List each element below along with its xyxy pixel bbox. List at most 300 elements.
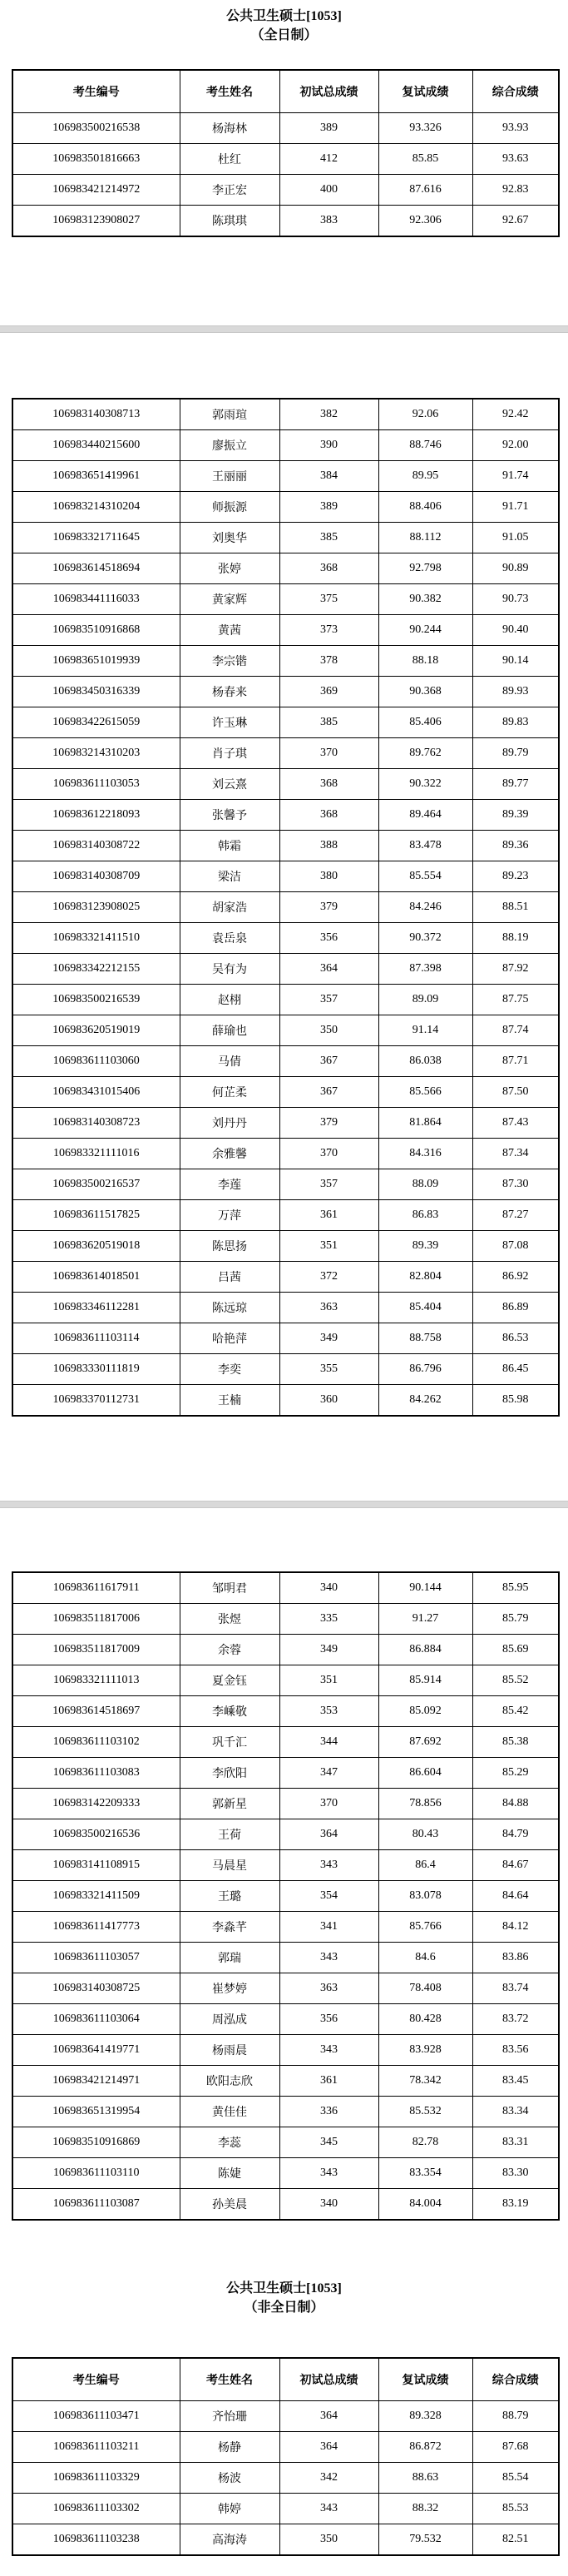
candidate-id-cell: 106983614518694 (12, 553, 180, 584)
candidate-name-cell: 余蓉 (180, 1635, 279, 1665)
document-page-2 (0, 333, 568, 1501)
candidate-id-cell: 106983214310203 (12, 738, 180, 769)
section-subtitle-text: （全日制） (250, 28, 318, 42)
table-row (12, 1354, 559, 1385)
section-title-parttime (0, 2279, 568, 2317)
overall-score-cell: 87.71 (472, 1046, 559, 1077)
candidate-id-cell: 106983641419771 (12, 2035, 180, 2066)
retest-score-cell: 89.762 (378, 738, 472, 769)
retest-score-cell: 86.038 (378, 1046, 472, 1077)
initial-score-cell: 351 (279, 1665, 378, 1696)
column-header-overall-score: 综合成绩 (472, 70, 559, 113)
candidate-name-cell: 赵栩 (180, 985, 279, 1015)
candidate-id-cell: 106983321111016 (12, 1139, 180, 1169)
retest-score-cell: 84.6 (378, 1943, 472, 1973)
retest-score-cell: 87.398 (378, 954, 472, 985)
initial-score-cell: 382 (279, 399, 378, 430)
table-row (12, 677, 559, 707)
candidate-id-cell: 106983141108915 (12, 1850, 180, 1881)
overall-score-cell: 83.45 (472, 2066, 559, 2097)
overall-score-cell: 85.38 (472, 1727, 559, 1758)
retest-score-cell: 84.262 (378, 1385, 472, 1417)
overall-score-cell: 88.51 (472, 892, 559, 923)
candidate-name-cell: 王楠 (180, 1385, 279, 1417)
candidate-name-cell: 哈艳萍 (180, 1323, 279, 1354)
candidate-name-cell: 吴有为 (180, 954, 279, 985)
candidate-name-cell: 张馨予 (180, 800, 279, 831)
candidate-name-cell: 韩婷 (180, 2494, 279, 2524)
overall-score-cell: 86.89 (472, 1293, 559, 1323)
initial-score-cell: 355 (279, 1354, 378, 1385)
retest-score-cell: 80.428 (378, 2004, 472, 2035)
retest-score-cell: 92.06 (378, 399, 472, 430)
candidate-id-cell: 106983321411510 (12, 923, 180, 954)
overall-score-cell: 92.83 (472, 175, 559, 206)
retest-score-cell: 85.406 (378, 707, 472, 738)
candidate-name-cell: 李奕 (180, 1354, 279, 1385)
retest-score-cell: 82.78 (378, 2127, 472, 2158)
overall-score-cell: 92.67 (472, 206, 559, 237)
retest-score-cell: 88.406 (378, 492, 472, 523)
table-row (12, 2463, 559, 2494)
initial-score-cell: 363 (279, 1293, 378, 1323)
retest-score-cell: 82.804 (378, 1262, 472, 1293)
table-row (12, 2097, 559, 2127)
initial-score-cell: 340 (279, 2189, 378, 2221)
initial-score-cell: 361 (279, 2066, 378, 2097)
overall-score-cell: 87.92 (472, 954, 559, 985)
overall-score-cell: 83.31 (472, 2127, 559, 2158)
candidate-id-cell: 106983321711645 (12, 523, 180, 553)
initial-score-cell: 343 (279, 1943, 378, 1973)
table-row (12, 1015, 559, 1046)
retest-score-cell: 78.856 (378, 1789, 472, 1819)
overall-score-cell: 84.88 (472, 1789, 559, 1819)
table-row (12, 1169, 559, 1200)
table-row (12, 2066, 559, 2097)
candidate-name-cell: 李蕊 (180, 2127, 279, 2158)
initial-score-cell: 347 (279, 1758, 378, 1789)
retest-score-cell: 88.09 (378, 1169, 472, 1200)
candidate-name-cell: 郭雨瑄 (180, 399, 279, 430)
table-header-row (12, 2358, 559, 2401)
table-row (12, 1323, 559, 1354)
initial-score-cell: 368 (279, 800, 378, 831)
candidate-id-cell: 106983500216537 (12, 1169, 180, 1200)
candidate-name-cell: 肖子琪 (180, 738, 279, 769)
initial-score-cell: 370 (279, 1139, 378, 1169)
candidate-name-cell: 黄茜 (180, 615, 279, 646)
table-row (12, 1385, 559, 1417)
candidate-id-cell: 106983342212155 (12, 954, 180, 985)
candidate-id-cell: 106983140308713 (12, 399, 180, 430)
initial-score-cell: 345 (279, 2127, 378, 2158)
candidate-name-cell: 黄佳佳 (180, 2097, 279, 2127)
overall-score-cell: 83.86 (472, 1943, 559, 1973)
initial-score-cell: 385 (279, 523, 378, 553)
initial-score-cell: 343 (279, 2158, 378, 2189)
retest-score-cell: 78.408 (378, 1973, 472, 2004)
column-header-initial-score: 初试总成绩 (279, 2358, 378, 2401)
candidate-id-cell: 106983370112731 (12, 1385, 180, 1417)
candidate-name-cell: 邹明君 (180, 1572, 279, 1604)
column-header-candidate-id: 考生编号 (12, 70, 180, 113)
overall-score-cell: 86.45 (472, 1354, 559, 1385)
candidate-name-cell: 李莲 (180, 1169, 279, 1200)
candidate-name-cell: 何芷柔 (180, 1077, 279, 1108)
candidate-name-cell: 刘奥华 (180, 523, 279, 553)
candidate-name-cell: 吕茜 (180, 1262, 279, 1293)
table-row (12, 1139, 559, 1169)
table-row (12, 2432, 559, 2463)
candidate-id-cell: 106983651319954 (12, 2097, 180, 2127)
retest-score-cell: 80.43 (378, 1819, 472, 1850)
table-row (12, 1973, 559, 2004)
candidate-name-cell: 师振源 (180, 492, 279, 523)
initial-score-cell: 341 (279, 1912, 378, 1943)
candidate-id-cell: 106983611103102 (12, 1727, 180, 1758)
candidate-name-cell: 韩霜 (180, 831, 279, 861)
retest-score-cell: 88.746 (378, 430, 472, 461)
initial-score-cell: 378 (279, 646, 378, 677)
retest-score-cell: 85.566 (378, 1077, 472, 1108)
candidate-id-cell: 106983500216536 (12, 1819, 180, 1850)
table-row (12, 1912, 559, 1943)
candidate-id-cell: 106983511817009 (12, 1635, 180, 1665)
initial-score-cell: 357 (279, 1169, 378, 1200)
candidate-name-cell: 胡家浩 (180, 892, 279, 923)
initial-score-cell: 343 (279, 2494, 378, 2524)
initial-score-cell: 379 (279, 892, 378, 923)
initial-score-cell: 364 (279, 1819, 378, 1850)
overall-score-cell: 90.40 (472, 615, 559, 646)
candidate-name-cell: 刘丹丹 (180, 1108, 279, 1139)
table-row (12, 769, 559, 800)
retest-score-cell: 90.372 (378, 923, 472, 954)
retest-score-cell: 87.692 (378, 1727, 472, 1758)
table-row (12, 646, 559, 677)
initial-score-cell: 361 (279, 1200, 378, 1231)
initial-score-cell: 373 (279, 615, 378, 646)
overall-score-cell: 85.69 (472, 1635, 559, 1665)
table-row (12, 985, 559, 1015)
retest-score-cell: 83.078 (378, 1881, 472, 1912)
overall-score-cell: 84.64 (472, 1881, 559, 1912)
candidate-name-cell: 郭新星 (180, 1789, 279, 1819)
overall-score-cell: 91.05 (472, 523, 559, 553)
candidate-id-cell: 106983612218093 (12, 800, 180, 831)
overall-score-cell: 89.79 (472, 738, 559, 769)
table-row (12, 800, 559, 831)
initial-score-cell: 360 (279, 1385, 378, 1417)
overall-score-cell: 90.89 (472, 553, 559, 584)
overall-score-cell: 91.71 (472, 492, 559, 523)
candidate-name-cell: 孙美晨 (180, 2189, 279, 2221)
retest-score-cell: 84.316 (378, 1139, 472, 1169)
retest-score-cell: 88.32 (378, 2494, 472, 2524)
table-row (12, 1108, 559, 1139)
candidate-name-cell: 张煜 (180, 1604, 279, 1635)
candidate-id-cell: 106983611103211 (12, 2432, 180, 2463)
candidate-name-cell: 陈思扬 (180, 1231, 279, 1262)
initial-score-cell: 353 (279, 1696, 378, 1727)
section-title-fulltime (0, 7, 568, 45)
retest-score-cell: 90.244 (378, 615, 472, 646)
candidate-id-cell: 106983611103060 (12, 1046, 180, 1077)
retest-score-cell: 86.872 (378, 2432, 472, 2463)
section-title-text: 公共卫生硕士[1053] (226, 2281, 342, 2296)
candidate-id-cell: 106983611103302 (12, 2494, 180, 2524)
overall-score-cell: 85.42 (472, 1696, 559, 1727)
page-separator (0, 325, 568, 333)
retest-score-cell: 89.95 (378, 461, 472, 492)
retest-score-cell: 93.326 (378, 113, 472, 144)
table-row (12, 2524, 559, 2556)
table-row (12, 1200, 559, 1231)
candidate-name-cell: 陈琪琪 (180, 206, 279, 237)
overall-score-cell: 85.53 (472, 2494, 559, 2524)
candidate-name-cell: 梁洁 (180, 861, 279, 892)
retest-score-cell: 78.342 (378, 2066, 472, 2097)
overall-score-cell: 89.77 (472, 769, 559, 800)
table-row (12, 2004, 559, 2035)
overall-score-cell: 89.83 (472, 707, 559, 738)
candidate-id-cell: 106983140308722 (12, 831, 180, 861)
table-row (12, 2401, 559, 2432)
overall-score-cell: 87.50 (472, 1077, 559, 1108)
column-header-candidate-name: 考生姓名 (180, 2358, 279, 2401)
candidate-name-cell: 薛瑜也 (180, 1015, 279, 1046)
retest-score-cell: 89.328 (378, 2401, 472, 2432)
overall-score-cell: 87.27 (472, 1200, 559, 1231)
initial-score-cell: 351 (279, 1231, 378, 1262)
candidate-name-cell: 许玉琳 (180, 707, 279, 738)
initial-score-cell: 370 (279, 738, 378, 769)
overall-score-cell: 89.23 (472, 861, 559, 892)
overall-score-cell: 83.19 (472, 2189, 559, 2221)
retest-score-cell: 92.798 (378, 553, 472, 584)
retest-score-cell: 89.39 (378, 1231, 472, 1262)
initial-score-cell: 364 (279, 2401, 378, 2432)
candidate-id-cell: 106983140308725 (12, 1973, 180, 2004)
initial-score-cell: 357 (279, 985, 378, 1015)
candidate-id-cell: 106983500216538 (12, 113, 180, 144)
initial-score-cell: 400 (279, 175, 378, 206)
retest-score-cell: 79.532 (378, 2524, 472, 2556)
retest-score-cell: 81.864 (378, 1108, 472, 1139)
candidate-name-cell: 余雅馨 (180, 1139, 279, 1169)
candidate-name-cell: 陈远琼 (180, 1293, 279, 1323)
initial-score-cell: 389 (279, 492, 378, 523)
retest-score-cell: 83.354 (378, 2158, 472, 2189)
score-table-fulltime-page3 (12, 1571, 560, 2221)
retest-score-cell: 88.18 (378, 646, 472, 677)
candidate-id-cell: 106983321411509 (12, 1881, 180, 1912)
initial-score-cell: 370 (279, 1789, 378, 1819)
candidate-id-cell: 106983214310204 (12, 492, 180, 523)
table-row (12, 1696, 559, 1727)
candidate-name-cell: 刘云熹 (180, 769, 279, 800)
candidate-name-cell: 廖振立 (180, 430, 279, 461)
table-row (12, 1881, 559, 1912)
retest-score-cell: 88.758 (378, 1323, 472, 1354)
retest-score-cell: 86.604 (378, 1758, 472, 1789)
candidate-id-cell: 106983611103064 (12, 2004, 180, 2035)
initial-score-cell: 367 (279, 1077, 378, 1108)
candidate-name-cell: 李欣阳 (180, 1758, 279, 1789)
candidate-name-cell: 黄家辉 (180, 584, 279, 615)
retest-score-cell: 86.884 (378, 1635, 472, 1665)
overall-score-cell: 87.34 (472, 1139, 559, 1169)
section-title-text: 公共卫生硕士[1053] (226, 9, 342, 23)
overall-score-cell: 83.34 (472, 2097, 559, 2127)
retest-score-cell: 83.928 (378, 2035, 472, 2066)
candidate-id-cell: 106983140308723 (12, 1108, 180, 1139)
initial-score-cell: 356 (279, 2004, 378, 2035)
initial-score-cell: 385 (279, 707, 378, 738)
candidate-name-cell: 杨雨晨 (180, 2035, 279, 2066)
initial-score-cell: 364 (279, 2432, 378, 2463)
table-row (12, 2127, 559, 2158)
table-row (12, 892, 559, 923)
initial-score-cell: 343 (279, 2035, 378, 2066)
initial-score-cell: 375 (279, 584, 378, 615)
candidate-name-cell: 崔梦婷 (180, 1973, 279, 2004)
candidate-name-cell: 李宗锴 (180, 646, 279, 677)
candidate-name-cell: 李嵊敬 (180, 1696, 279, 1727)
initial-score-cell: 388 (279, 831, 378, 861)
overall-score-cell: 87.74 (472, 1015, 559, 1046)
overall-score-cell: 85.29 (472, 1758, 559, 1789)
candidate-id-cell: 106983611103471 (12, 2401, 180, 2432)
table-row (12, 861, 559, 892)
candidate-name-cell: 杜红 (180, 144, 279, 175)
candidate-name-cell: 周泓成 (180, 2004, 279, 2035)
candidate-id-cell: 106983651019939 (12, 646, 180, 677)
retest-score-cell: 85.914 (378, 1665, 472, 1696)
retest-score-cell: 84.246 (378, 892, 472, 923)
retest-score-cell: 90.322 (378, 769, 472, 800)
candidate-id-cell: 106983620519019 (12, 1015, 180, 1046)
retest-score-cell: 86.796 (378, 1354, 472, 1385)
candidate-id-cell: 106983620519018 (12, 1231, 180, 1262)
retest-score-cell: 85.766 (378, 1912, 472, 1943)
candidate-id-cell: 106983611103114 (12, 1323, 180, 1354)
candidate-id-cell: 106983330111819 (12, 1354, 180, 1385)
candidate-name-cell: 杨波 (180, 2463, 279, 2494)
retest-score-cell: 85.092 (378, 1696, 472, 1727)
overall-score-cell: 83.74 (472, 1973, 559, 2004)
initial-score-cell: 343 (279, 1850, 378, 1881)
table-row (12, 1758, 559, 1789)
table-header-row (12, 70, 559, 113)
overall-score-cell: 86.53 (472, 1323, 559, 1354)
candidate-id-cell: 106983421214971 (12, 2066, 180, 2097)
overall-score-cell: 88.19 (472, 923, 559, 954)
table-row (12, 954, 559, 985)
retest-score-cell: 86.4 (378, 1850, 472, 1881)
table-row (12, 1046, 559, 1077)
candidate-name-cell: 欧阳志欣 (180, 2066, 279, 2097)
column-header-overall-score: 综合成绩 (472, 2358, 559, 2401)
initial-score-cell: 356 (279, 923, 378, 954)
overall-score-cell: 85.95 (472, 1572, 559, 1604)
table-row (12, 206, 559, 237)
candidate-name-cell: 袁岳泉 (180, 923, 279, 954)
candidate-name-cell: 夏金钰 (180, 1665, 279, 1696)
candidate-id-cell: 106983421214972 (12, 175, 180, 206)
table-row (12, 707, 559, 738)
candidate-id-cell: 106983123908025 (12, 892, 180, 923)
column-header-candidate-id: 考生编号 (12, 2358, 180, 2401)
overall-score-cell: 85.52 (472, 1665, 559, 1696)
initial-score-cell: 368 (279, 553, 378, 584)
retest-score-cell: 90.144 (378, 1572, 472, 1604)
overall-score-cell: 87.75 (472, 985, 559, 1015)
initial-score-cell: 344 (279, 1727, 378, 1758)
column-header-retest-score: 复试成绩 (378, 70, 472, 113)
table-row (12, 2035, 559, 2066)
initial-score-cell: 390 (279, 430, 378, 461)
table-row (12, 1077, 559, 1108)
overall-score-cell: 89.36 (472, 831, 559, 861)
overall-score-cell: 89.39 (472, 800, 559, 831)
initial-score-cell: 412 (279, 144, 378, 175)
candidate-id-cell: 106983611617911 (12, 1572, 180, 1604)
candidate-id-cell: 106983611103087 (12, 2189, 180, 2221)
overall-score-cell: 83.56 (472, 2035, 559, 2066)
overall-score-cell: 89.93 (472, 677, 559, 707)
table-row (12, 430, 559, 461)
overall-score-cell: 87.43 (472, 1108, 559, 1139)
initial-score-cell: 379 (279, 1108, 378, 1139)
retest-score-cell: 88.63 (378, 2463, 472, 2494)
table-row (12, 1943, 559, 1973)
table-row (12, 1819, 559, 1850)
initial-score-cell: 368 (279, 769, 378, 800)
overall-score-cell: 92.00 (472, 430, 559, 461)
candidate-name-cell: 李淼芊 (180, 1912, 279, 1943)
table-row (12, 2494, 559, 2524)
overall-score-cell: 85.54 (472, 2463, 559, 2494)
candidate-id-cell: 106983346112281 (12, 1293, 180, 1323)
candidate-name-cell: 齐怡珊 (180, 2401, 279, 2432)
table-row (12, 1604, 559, 1635)
table-row (12, 1231, 559, 1262)
initial-score-cell: 354 (279, 1881, 378, 1912)
candidate-name-cell: 张婷 (180, 553, 279, 584)
overall-score-cell: 87.08 (472, 1231, 559, 1262)
candidate-id-cell: 106983614018501 (12, 1262, 180, 1293)
initial-score-cell: 363 (279, 1973, 378, 2004)
overall-score-cell: 84.12 (472, 1912, 559, 1943)
overall-score-cell: 90.73 (472, 584, 559, 615)
candidate-name-cell: 陈婕 (180, 2158, 279, 2189)
overall-score-cell: 85.98 (472, 1385, 559, 1417)
candidate-name-cell: 王丽丽 (180, 461, 279, 492)
initial-score-cell: 383 (279, 206, 378, 237)
column-header-candidate-name: 考生姓名 (180, 70, 279, 113)
initial-score-cell: 335 (279, 1604, 378, 1635)
score-table-fulltime-page1 (12, 69, 560, 237)
table-row (12, 523, 559, 553)
table-row (12, 738, 559, 769)
initial-score-cell: 349 (279, 1323, 378, 1354)
overall-score-cell: 83.30 (472, 2158, 559, 2189)
overall-score-cell: 91.74 (472, 461, 559, 492)
candidate-id-cell: 106983611103083 (12, 1758, 180, 1789)
candidate-name-cell: 郭瑞 (180, 1943, 279, 1973)
